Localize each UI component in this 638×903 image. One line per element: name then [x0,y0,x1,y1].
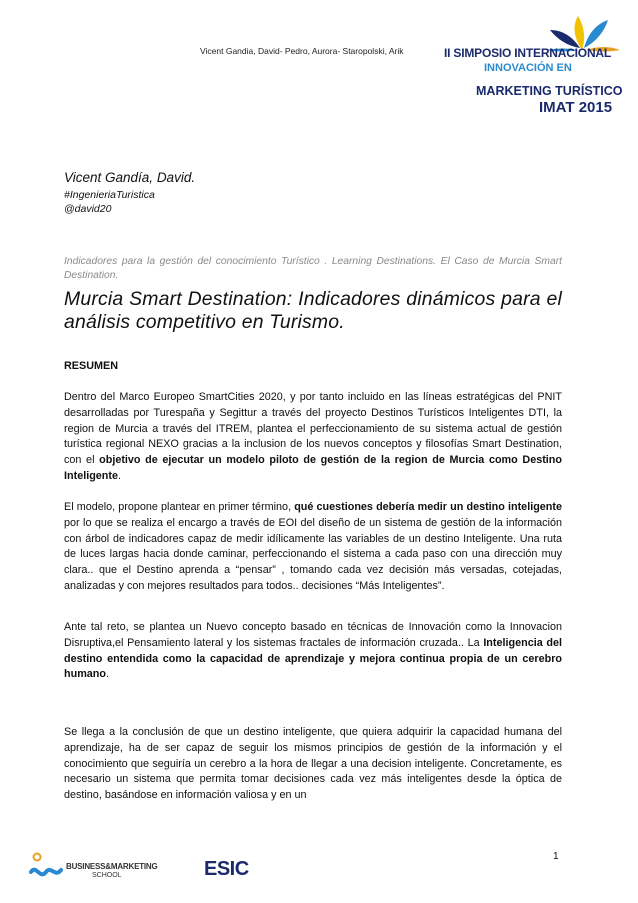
paragraph-2: El modelo, propone plantear en primer término, qué cuestiones debería medir un destino inteligente por lo que se realiza el encargo a través de EOI del diseño de un sistema de gestión de la información con árbol de indicadores capaz de medir idílicamente las variables de un destino Inteligente. Una ruta de luces largas hacia donde caminar, perfeccionando el sistema a cada paso con una dirección muy clara.. que el Destino aprenda a “pensar” , tomando cada vez decisión más versadas, cotejadas, analizadas y con mejores resultados para todos.. decisiones “Más Inteligentes”. [64,501,562,592]
footer-logo-brand: ESIC [204,858,249,880]
running-header: Vicent Gandia, David- Pedro, Aurora- Staropolski, Arik [200,46,404,56]
paper-subtitle: Indicadores para la gestión del conocimiento Turístico . Learning Destinations. El Caso de Murcia Smart Destination. [64,256,562,281]
paragraph-3: Ante tal reto, se plantea un Nuevo concepto basado en técnicas de Innovación como la Innovacion Disruptiva,el Pensamiento lateral y los sistemas fractales de información cruzada.. La Inteligencia del destino entendida como la capacidad de aprendizaje y mejora continua propia de un cerebro humano. [64,621,563,681]
footer-logo-line2: SCHOOL [92,872,122,879]
author-handle: @david20 [64,203,112,215]
imat-logo-line4: IMAT 2015 [539,99,613,116]
paper-title: Murcia Smart Destination: Indicadores dinámicos para el análisis competitivo en Turismo. [64,288,562,333]
author-hashtag: #IngenieriaTuristica [64,189,155,201]
esic-footer-logo [28,850,248,890]
esic-wave-icon [28,850,64,886]
imat-logo-line1: II SIMPOSIO INTERNACIONAL [444,46,612,60]
author-name: Vicent Gandía, David. [64,170,196,185]
page-number: 1 [553,851,559,862]
imat-logo-line3: MARKETING TURÍSTICO [476,84,623,98]
paragraph-1: Dentro del Marco Europeo SmartCities 2020, y por tanto incluido en las líneas estratégicas del PNIT desarrolladas por Turespaña y Segittur a través del proyecto Destinos Turísticos Inteligentes DTI, la region de Murcia a través del ITREM, plantea el perfeccionamiento de su sistema actual de gestión turística regional NEXO gracias a la inclusion de los nuevos conceptos y filosofías Smart Destination, con el objetivo de ejecutar un modelo piloto de gestión de la region de Murcia como Destino Inteligente. [64,391,563,482]
imat-logo [436,12,626,116]
footer-logo-line1: BUSINESS&MARKETING [66,862,158,871]
paragraph-4: Se llega a la conclusión de que un destino inteligente, que quiera adquirir la capacidad humana del aprendizaje, ha de ser capaz de seguir los mismos principios de gestión de la información y el conocimiento que seguiría un cerebro a la hora de llegar a una decision inteligente. Concretamente, es necesario un sistema que permita tomar decisiones cada vez más inteligentes desde la óptica de destino, basándose en información valiosa y en un [64,726,562,802]
section-heading: RESUMEN [64,360,118,372]
imat-logo-line2: INNOVACIÓN EN [484,62,572,74]
